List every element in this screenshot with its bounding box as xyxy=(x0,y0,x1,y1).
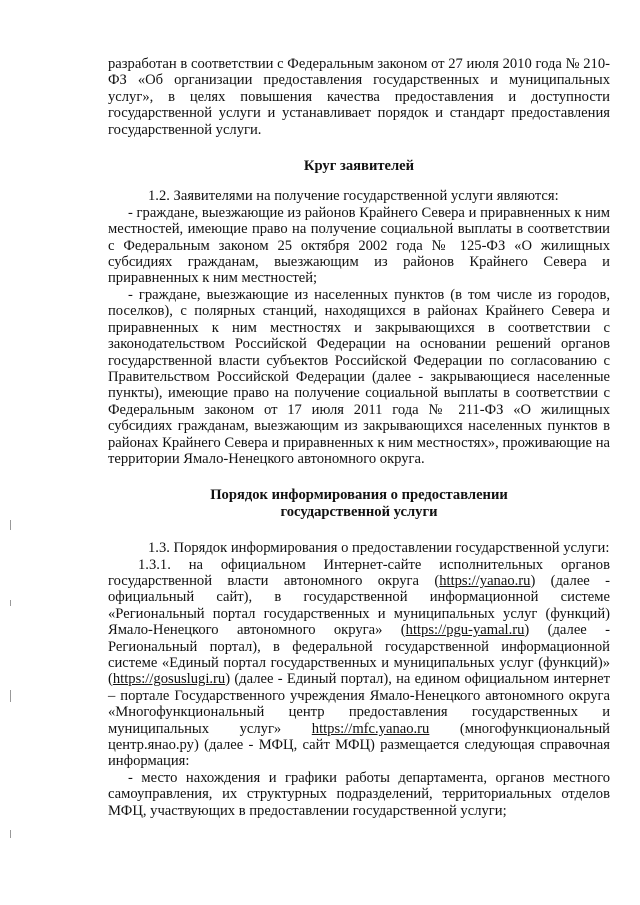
paragraph-1-3-1-text-c: ) (далее - Региональный портал), в федеральной государственной информационной системе «Единый портал государственных и муниципальных услуг (функций)» ( xyxy=(108,622,610,688)
paragraph-1-3: 1.3. Порядок информирования о предоставлении государственной услуги: xyxy=(148,540,610,557)
paragraph-1-3-1-text-e: (многофункциональный центр.янао.ру) (далее - МФЦ, сайт МФЦ) размещается следующая справочная информация: xyxy=(108,720,610,770)
link-gosuslugi[interactable]: https://gosuslugi.ru xyxy=(112,671,226,688)
applicants-item-2: - граждане, выезжающие из населенных пунктов (в том числе из городов, поселков), с полярных станций, находящихся в районах Крайнего Севера и приравненных к ним местностях и закрывающихся в соответствии с законодательством Российской Федерации на основании решений органов государственной власти субъектов Российской Федерации по согласованию с Правительством Российской Федерации (далее - закрывающиеся населенные пункты), имеющие право на получение социальной выплаты в соответствии с Федеральным законом от 17 июля 2011 года № 211-ФЗ «О жилищных субсидиях гражданам, выезжающим из закрывающихся населенных пунктов в районах Крайнего Севера и приравненных к ним местностях», проживающие на территории Ямало-Ненецкого автономного округа. xyxy=(108,286,610,467)
scan-margin-marks xyxy=(0,0,20,905)
link-pgu-yamal[interactable]: https://pgu-yamal.ru xyxy=(405,622,525,639)
paragraph-1-3-1 xyxy=(108,557,610,770)
section-title-applicants: Круг заявителей xyxy=(303,158,415,175)
paragraph-1-3-1-text-a: 1.3.1. на официальном Интернет-сайте исполнительных органов государственной власти автономного округа ( xyxy=(108,556,610,589)
paragraph-1-3-1-text-d: ) (далее - Единый портал), на едином официальном интернет – портале Государственного учреждения Ямало-Ненецкого автономного округа «Многофункциональный центр предоставления государственных и муниципальных услуг» xyxy=(108,671,610,737)
link-mfc-yanao[interactable]: https://mfc.yanao.ru xyxy=(311,720,430,737)
section-title-informing-line2: государственной услуги xyxy=(280,503,438,520)
section-title-informing xyxy=(108,487,610,520)
intro-paragraph: разработан в соответствии с Федеральным законом от 27 июля 2010 года № 210-ФЗ «Об организации предоставления государственных и муниципальных услуг», в целях повышения качества предоставления и доступности государственной услуги и устанавливает порядок и стандарт предоставления государственной услуги. xyxy=(108,56,610,138)
paragraph-1-2: 1.2. Заявителями на получение государственной услуги являются: xyxy=(148,188,559,205)
section-title-informing-line1: Порядок информирования о предоставлении xyxy=(210,487,508,504)
paragraph-1-3-1-text-b: ) (далее - официальный сайт), в государственной информационной системе «Региональный портал государственных и муниципальных услуг (функций) Ямало-Ненецкого автономного округа» ( xyxy=(108,572,610,639)
link-yanao[interactable]: https://yanao.ru xyxy=(439,572,531,589)
applicants-item-1: - граждане, выезжающие из районов Крайнего Севера и приравненных к ним местностей, имеющие право на получение социальной выплаты в соответствии с Федеральным законом 25 октября 2002 года № 125-ФЗ «О жилищных субсидиях гражданам, выезжающим из районов Крайнего Севера и приравненных к ним местностей; xyxy=(108,204,610,287)
info-item-location: - место нахождения и графики работы департамента, органов местного самоуправления, их структурных подразделений, территориальных отделов МФЦ, участвующих в предоставлении государственной услуги; xyxy=(108,769,610,819)
